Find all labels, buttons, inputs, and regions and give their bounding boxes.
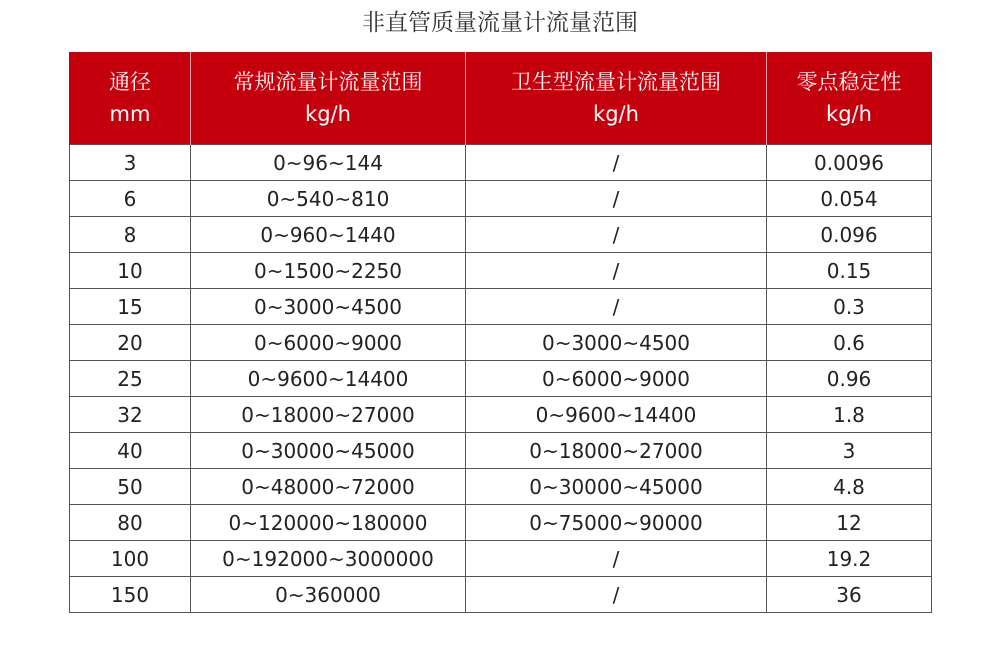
cell-standard-range: 0~360000 — [191, 577, 466, 613]
cell-diameter: 80 — [70, 505, 191, 541]
cell-sanitary-range: / — [466, 541, 767, 577]
table-row — [70, 433, 932, 469]
cell-zero-stability: 3 — [767, 433, 932, 469]
header-zero-stability — [767, 52, 932, 145]
cell-sanitary-range: 0~3000~4500 — [466, 325, 767, 361]
cell-diameter: 8 — [70, 217, 191, 253]
cell-standard-range: 0~960~1440 — [191, 217, 466, 253]
header-diameter-label: 通径 — [109, 70, 151, 94]
cell-standard-range: 0~3000~4500 — [191, 289, 466, 325]
cell-zero-stability: 19.2 — [767, 541, 932, 577]
page-title: 非直管质量流量计流量范围 — [362, 10, 638, 36]
cell-zero-stability: 0.6 — [767, 325, 932, 361]
cell-sanitary-range: 0~9600~14400 — [466, 397, 767, 433]
cell-diameter: 40 — [70, 433, 191, 469]
cell-standard-range: 0~30000~45000 — [191, 433, 466, 469]
cell-sanitary-range: / — [466, 253, 767, 289]
cell-diameter: 15 — [70, 289, 191, 325]
table-row — [70, 505, 932, 541]
table-row — [70, 325, 932, 361]
cell-zero-stability: 0.096 — [767, 217, 932, 253]
cell-diameter: 32 — [70, 397, 191, 433]
cell-zero-stability: 0.15 — [767, 253, 932, 289]
cell-diameter: 150 — [70, 577, 191, 613]
table-row — [70, 289, 932, 325]
cell-diameter: 25 — [70, 361, 191, 397]
cell-standard-range: 0~9600~14400 — [191, 361, 466, 397]
header-standard-range-label: 常规流量计流量范围 — [233, 70, 423, 94]
cell-sanitary-range: / — [466, 217, 767, 253]
header-sanitary-range-label: 卫生型流量计流量范围 — [511, 70, 721, 94]
cell-standard-range: 0~1500~2250 — [191, 253, 466, 289]
cell-sanitary-range: 0~18000~27000 — [466, 433, 767, 469]
cell-standard-range: 0~540~810 — [191, 181, 466, 217]
header-diameter-unit: mm — [109, 102, 151, 126]
header-zero-stability-unit: kg/h — [826, 102, 872, 126]
cell-diameter: 10 — [70, 253, 191, 289]
cell-diameter: 3 — [70, 145, 191, 181]
header-zero-stability-label: 零点稳定性 — [796, 70, 902, 94]
cell-standard-range: 0~18000~27000 — [191, 397, 466, 433]
header-row — [70, 52, 932, 145]
flow-range-table — [69, 52, 932, 613]
header-diameter — [70, 52, 191, 145]
cell-standard-range: 0~96~144 — [191, 145, 466, 181]
cell-sanitary-range: 0~30000~45000 — [466, 469, 767, 505]
header-sanitary-range-unit: kg/h — [593, 102, 639, 126]
cell-standard-range: 0~6000~9000 — [191, 325, 466, 361]
table-row — [70, 577, 932, 613]
cell-sanitary-range: / — [466, 145, 767, 181]
table-row — [70, 217, 932, 253]
cell-standard-range: 0~48000~72000 — [191, 469, 466, 505]
table-row — [70, 541, 932, 577]
cell-diameter: 100 — [70, 541, 191, 577]
cell-sanitary-range: 0~75000~90000 — [466, 505, 767, 541]
cell-zero-stability: 1.8 — [767, 397, 932, 433]
header-standard-range-unit: kg/h — [305, 102, 351, 126]
cell-zero-stability: 0.96 — [767, 361, 932, 397]
table-body — [70, 145, 932, 613]
cell-zero-stability: 36 — [767, 577, 932, 613]
cell-sanitary-range: / — [466, 577, 767, 613]
cell-sanitary-range: / — [466, 181, 767, 217]
table-header — [70, 52, 932, 145]
table-row — [70, 181, 932, 217]
cell-diameter: 20 — [70, 325, 191, 361]
cell-diameter: 6 — [70, 181, 191, 217]
header-sanitary-range — [466, 52, 767, 145]
cell-standard-range: 0~192000~3000000 — [191, 541, 466, 577]
table-row — [70, 397, 932, 433]
cell-zero-stability: 0.0096 — [767, 145, 932, 181]
cell-zero-stability: 4.8 — [767, 469, 932, 505]
table-row — [70, 361, 932, 397]
cell-sanitary-range: 0~6000~9000 — [466, 361, 767, 397]
table-row — [70, 253, 932, 289]
cell-diameter: 50 — [70, 469, 191, 505]
cell-zero-stability: 0.054 — [767, 181, 932, 217]
header-standard-range — [191, 52, 466, 145]
cell-zero-stability: 12 — [767, 505, 932, 541]
cell-zero-stability: 0.3 — [767, 289, 932, 325]
table-row — [70, 145, 932, 181]
table-row — [70, 469, 932, 505]
cell-sanitary-range: / — [466, 289, 767, 325]
cell-standard-range: 0~120000~180000 — [191, 505, 466, 541]
